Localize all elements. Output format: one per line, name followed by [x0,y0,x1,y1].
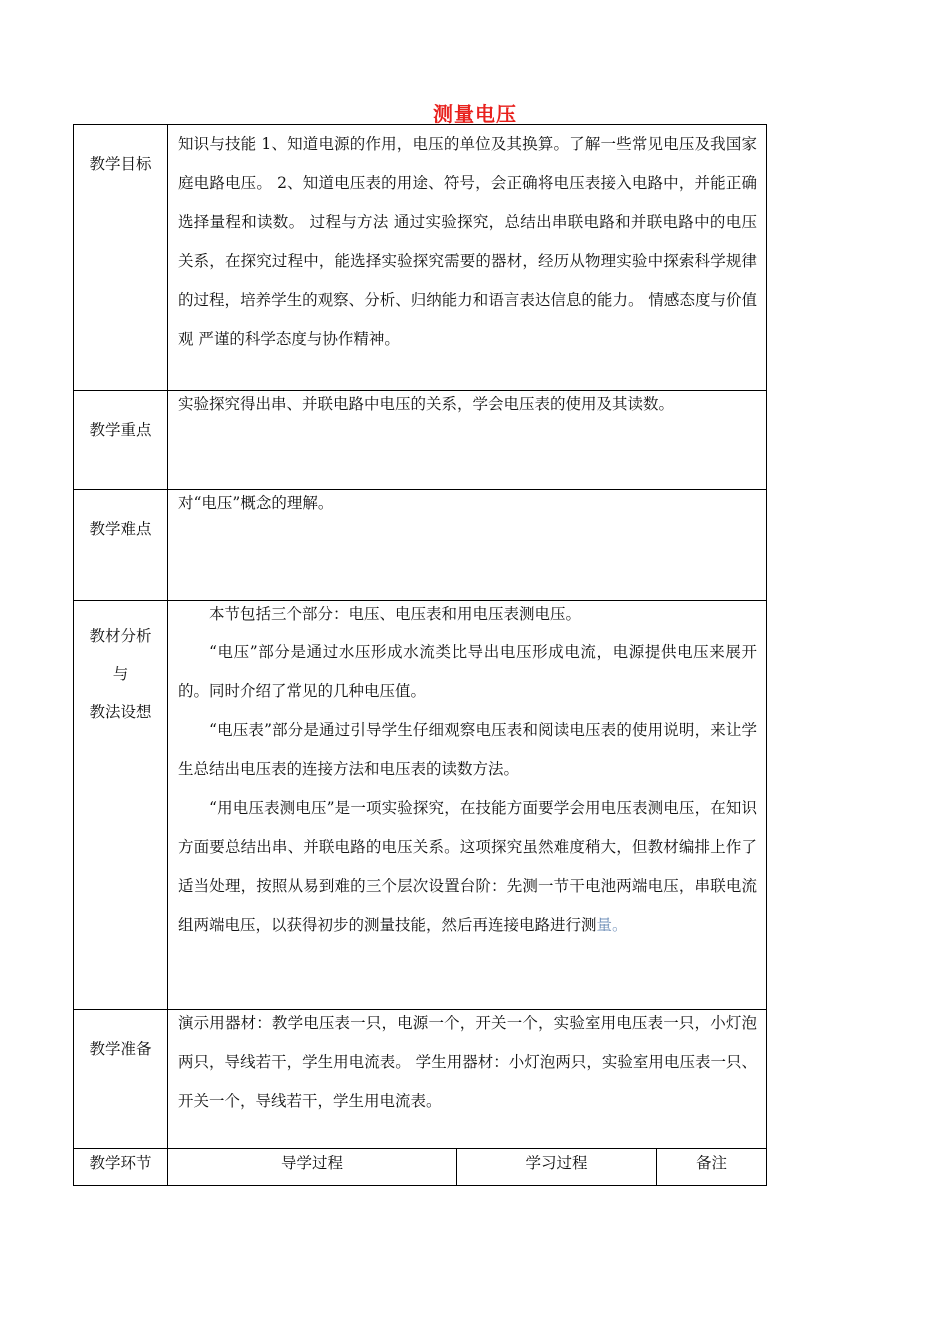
analysis-row [74,601,767,1010]
preparation-text: 演示用器材：教学电压表一只，电源一个，开关一个，实验室用电压表一只，小灯泡两只，导线若干，学生用电流表。 学生用器材：小灯泡两只，实验室用电压表一只、开关一个，导线若干，学生用电流表。 [178,1014,758,1110]
key-points-content [168,391,767,490]
document-title: 测量电压 [433,102,517,126]
analysis-paragraph-3: “电压表”部分是通过引导学生仔细观察电压表和阅读电压表的使用说明，来让学生总结出电压表的连接方法和电压表的读数方法。 [178,721,758,778]
key-points-text: 实验探究得出串、并联电路中电压的关系，学会电压表的使用及其读数。 [178,395,675,413]
key-points-row [74,391,767,490]
analysis-label-line1: 教材分析 [89,627,152,645]
footer-col-guidance: 导学过程 [168,1149,457,1186]
analysis-paragraph-4-tail: 量。 [596,916,628,934]
analysis-paragraph-4-main: “用电压表测电压”是一项实验探究，在技能方面要学会用电压表测电压，在知识方面要总结出串、并联电路的电压关系。这项探究虽然难度稍大，但教材编排上作了适当处理，按照从易到难的三个层次设置台阶：先测一节干电池两端电压，串联电流组两端电压，以获得初步的测量技能，然后再连接电路进行测 [178,799,758,934]
preparation-label: 教学准备 [74,1010,168,1149]
difficulties-text: 对“电压”概念的理解。 [178,494,334,512]
key-points-label: 教学重点 [74,391,168,490]
analysis-paragraph-4 [178,789,757,945]
difficulties-row [74,490,767,601]
difficulties-label: 教学难点 [74,490,168,601]
objectives-content [168,125,767,391]
analysis-paragraph-1: 本节包括三个部分：电压、电压表和用电压表测电压。 [209,605,582,623]
difficulties-content [168,490,767,601]
analysis-label-line2: 与 [112,665,129,683]
lesson-plan-table [73,124,767,1186]
objectives-text: 知识与技能 1、知道电源的作用，电压的单位及其换算。了解一些常见电压及我国家庭电路电压。 2、知道电压表的用途、符号，会正确将电压表接入电路中，并能正确选择量程和读数。 过程与方法 通过实验探究，总结出串联电路和并联电路中的电压关系，在探究过程中，能选择实验探究需要的器材，经历从物理实验中探索科学规律的过程，培养学生的观察、分析、归纳能力和语言表达信息的能力。 情感态度与价值观 严谨的科学态度与协作精神。 [178,135,758,348]
objectives-row [74,125,767,391]
footer-col-notes: 备注 [657,1149,767,1186]
analysis-paragraph-2: “电压”部分是通过水压形成水流类比导出电压形成电流，电源提供电压来展开的。同时介绍了常见的几种电压值。 [178,643,758,700]
analysis-label-line3: 教法设想 [89,703,152,721]
footer-row [74,1149,767,1186]
analysis-content [168,601,767,1010]
footer-col-segment: 教学环节 [74,1149,168,1186]
preparation-content [168,1010,767,1149]
preparation-row [74,1010,767,1149]
objectives-label: 教学目标 [74,125,168,391]
footer-col-learning: 学习过程 [457,1149,657,1186]
analysis-label [74,601,168,1010]
